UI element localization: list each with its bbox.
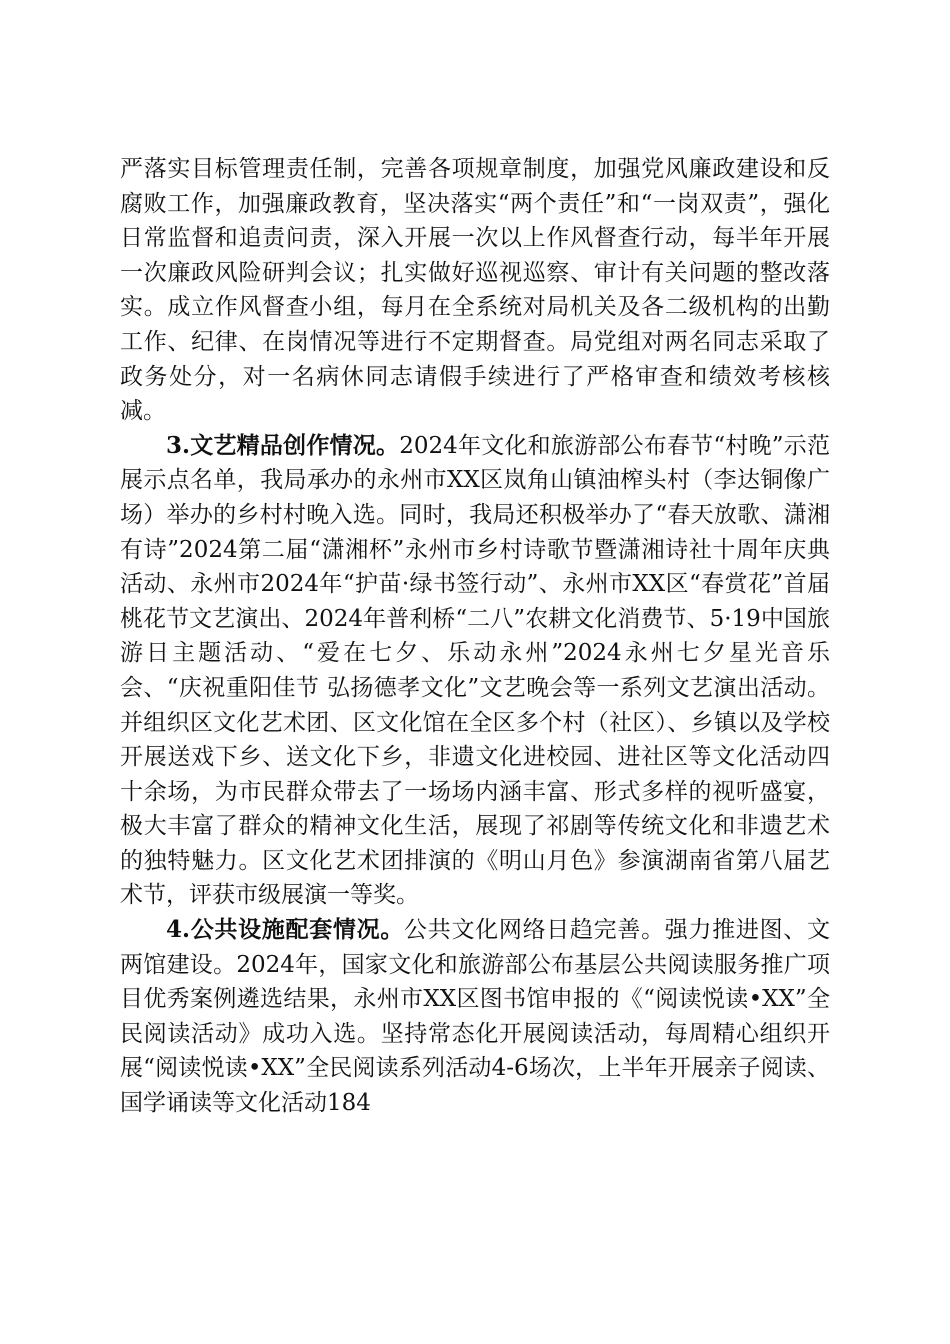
document-page [120,152,830,1121]
paragraph-public-facilities [120,913,830,1121]
paragraph-discipline [120,152,830,429]
paragraph-text: 2024年文化和旅游部公布春节“村晚”示范展示点名单，我局承办的永州市XX区岚角山镇油榨头村（李达铜像广场）举办的乡村村晚入选。同时，我局还积极举办了“春天放歌、潇湘有诗”2024第二届“潇湘杯”永州市乡村诗歌节暨潇湘诗社十周年庆典活动、永州市2024年“护苗·绿书签行动”、永州市XX区“春赏花”首届桃花节文艺演出、2024年普利桥“二八”农耕文化消费节、5·19中国旅游日主题活动、“爱在七夕、乐动永州”2024永州七夕星光音乐会、“庆祝重阳佳节 弘扬德孝文化”文艺晚会等一系列文艺演出活动。并组织区文化艺术团、区文化馆在全区多个村（社区）、乡镇以及学校开展送戏下乡、送文化下乡，非遗文化进校园、进社区等文化活动四十余场，为市民群众带去了一场场内涵丰富、形式多样的视听盛宴，极大丰富了群众的精神文化生活，展现了祁剧等传统文化和非遗艺术的独特魅力。区文化艺术团排演的《明山月色》参演湖南省第八届艺术节，评获市级展演一等奖。 [120,432,830,909]
section-heading-arts: 3.文艺精品创作情况。 [166,431,400,459]
paragraph-arts-creation [120,429,830,913]
section-heading-facilities: 4.公共设施配套情况。 [166,916,405,944]
paragraph-text: 公共文化网络日趋完善。强力推进图、文两馆建设。2024年，国家文化和旅游部公布基层公共阅读服务推广项目优秀案例遴选结果，永州市XX区图书馆申报的《“阅读悦读•XX”全民阅读活动》成功入选。坚持常态化开展阅读活动，每周精心组织开展“阅读悦读•XX”全民阅读系列活动4-6场次，上半年开展亲子阅读、国学诵读等文化活动184 [120,917,830,1117]
paragraph-text: 严落实目标管理责任制，完善各项规章制度，加强党风廉政建设和反腐败工作，加强廉政教育，坚决落实“两个责任”和“一岗双责”，强化日常监督和追责问责，深入开展一次以上作风督查行动，每半年开展一次廉政风险研判会议；扎实做好巡视巡察、审计有关问题的整改落实。成立作风督查小组，每月在全系统对局机关及各二级机构的出勤工作、纪律、在岗情况等进行不定期督查。局党组对两名同志采取了政务处分，对一名病休同志请假手续进行了严格审查和绩效考核核减。 [120,156,830,425]
